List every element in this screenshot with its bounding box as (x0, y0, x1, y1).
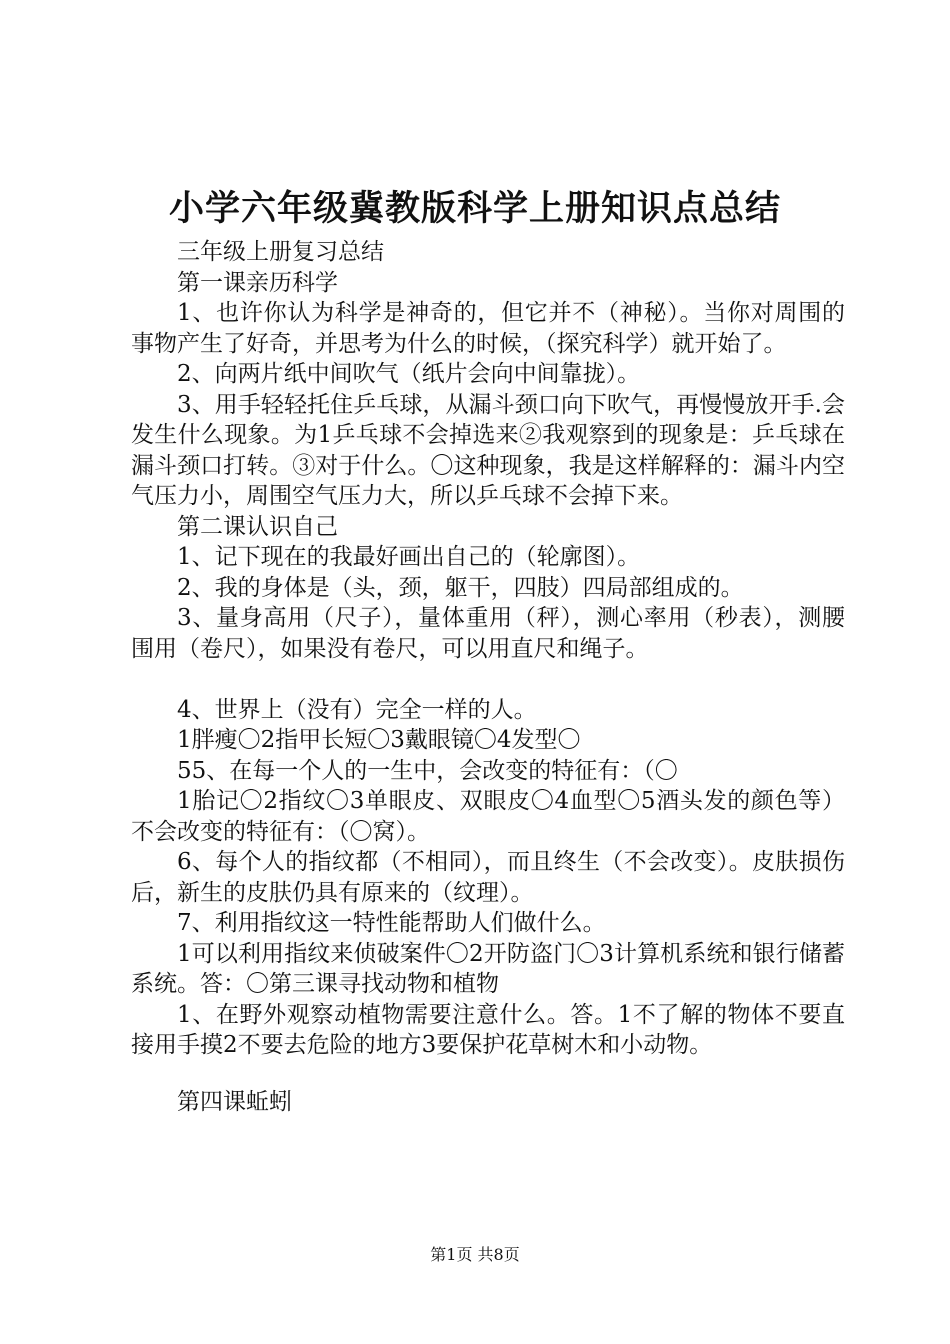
page-title: 小学六年级冀教版科学上册知识点总结 (168, 188, 781, 229)
paragraph: 2、我的身体是（头，颈，躯干，四肢）四局部组成的。 (177, 574, 744, 601)
paragraph: 3、量身高用（尺子），量体重用（秤），测心率用（秒表），测腰围用（卷尺），如果没有卷尺，可以用直尺和绳子。 (131, 605, 845, 662)
paragraph: 1、也许你认为科学是神奇的，但它并不（神秘）。当你对周围的事物产生了好奇，并思考为什么的时候，（探究科学）就开始了。 (131, 300, 845, 357)
page-footer: 第1页 共8页 (430, 1245, 520, 1264)
paragraph: 1胎记〇2指纹〇3单眼皮、双眼皮〇4血型〇5酒头发的颜色等）不会改变的特征有：（〇窝）。 (131, 788, 845, 845)
lesson-heading-1: 第一课亲历科学 (177, 269, 338, 296)
paragraph: 1可以利用指纹来侦破案件〇2开防盗门〇3计算机系统和银行储蓄系统。答：〇第三课寻找动物和植物 (131, 940, 845, 997)
paragraph: 3、用手轻轻托住乒乓球，从漏斗颈口向下吹气，再慢慢放开手.会发生什么现象。为1乒乓球不会掉选来②我观察到的现象是：乒乓球在漏斗颈口打转。③对于什么。〇这种现象，我是这样解释的：漏斗内空气压力小，周围空气压力大，所以乒乓球不会掉下来。 (131, 391, 845, 509)
paragraph: 1、记下现在的我最好画出自己的（轮廓图）。 (177, 544, 641, 570)
paragraph: 1胖瘦〇2指甲长短〇3戴眼镜〇4发型〇 (177, 727, 581, 753)
paragraph: 6、每个人的指纹都（不相同），而且终生（不会改变）。皮肤损伤后，新生的皮肤仍具有原来的（纹理）。 (131, 849, 845, 906)
paragraph: 4、世界上（没有）完全一样的人。 (177, 696, 537, 723)
paragraph: 2、向两片纸中间吹气（纸片会向中间靠拢）。 (177, 361, 641, 387)
paragraph: 1、在野外观察动植物需要注意什么。答。1不了解的物体不要直接用手摸2不要去危险的地方3要保护花草树木和小动物。 (131, 1001, 845, 1058)
paragraph: 7、利用指纹这一特性能帮助人们做什么。 (177, 910, 606, 936)
paragraph: 55、在每一个人的一生中，会改变的特征有：（〇 (177, 757, 678, 784)
paragraph-subtitle: 三年级上册复习总结 (177, 239, 384, 265)
lesson-heading-4: 第四课蚯蚓 (177, 1088, 292, 1115)
document-body (131, 237, 845, 1117)
lesson-heading-2: 第二课认识自己 (177, 513, 338, 540)
